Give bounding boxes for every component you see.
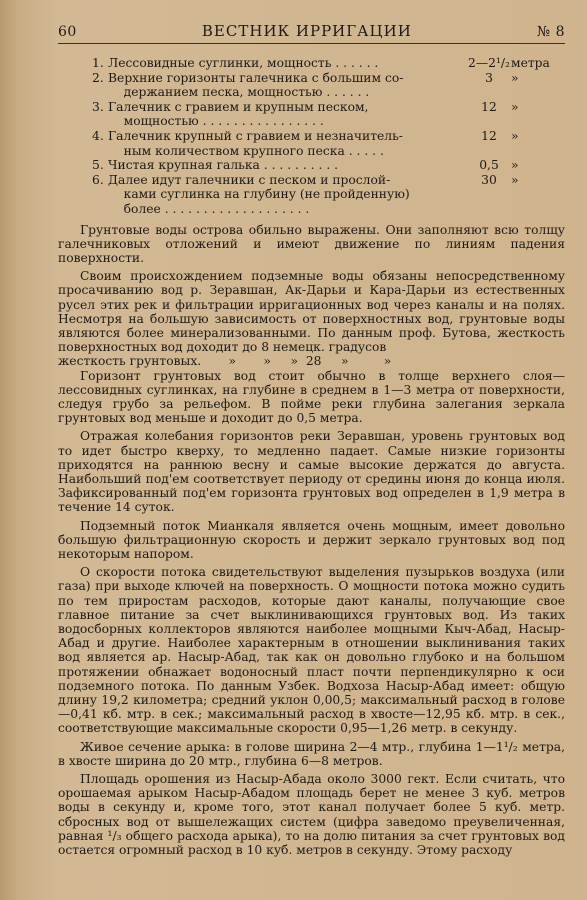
- paragraph-fluctuation: Отражая колебания горизонтов реки Зеравшан, уровень грунтовых вод то идет быстро кверху, то медленно падает. Самые низкие горизонты приходятся на раннюю весну и самые высокие держатся до августа. Наибольший под'ем соответствует периоду от средины июня до конца июля. Зафиксированный под'ем горизонта грунтовых вод определен в 1,9 метра в течение 14 суток.: [58, 429, 565, 515]
- paragraph-irrigation-area: Площадь орошения из Насыр-Абада около 3000 гект. Если считать, что орошаемая арыком Насыр-Абадом площадь берет не менее 3 куб. метров воды в секунду и, кроме того, этот канал получает более 5 куб. метр. сбросных вод от вышележащих систем (цифра заведомо преувеличенная, равная ¹/₃ общего расхода арыка), то на долю питания за счет грунтовых вод остается огромный расход в 10 куб. метров в секунду. Этому расходу: [58, 772, 565, 858]
- journal-title: ВЕСТНИК ИРРИГАЦИИ: [201, 22, 412, 40]
- paragraph-origin: Своим происхождением подземные воды обязаны непосредственному просачиванию вод р. Зеравшан, Ак-Дарьи и Кара-Дарьи из естественных русел этих рек и фильтрации ирригационных вод через каналы и на полях. Несмотря на большую зависимость от поверхностных вод, грунтовые воды являются более минерализованными. По данным проф. Бутова, жесткость поверхностных вод доходит до 8 немецк. градусов: [58, 269, 565, 355]
- list-item: 5. Чистая крупная галька . . . . . . . . . . 0,5 »: [92, 158, 519, 173]
- list-item: 6. Далее идут галечники с песком и прослой- ками суглинка на глубину (не пройденную) более . . . . . . . . . . . . . . . . . . . 30 »: [92, 172, 519, 216]
- list-item: 4. Галечник крупный с гравием и незначитель- ным количеством крупного песка . . . . . 12 »: [92, 128, 519, 158]
- page-number: 60: [58, 24, 77, 40]
- hardness-line: жесткость грунтовых. » » » 28 » »: [58, 354, 392, 369]
- list-item: 2. Верхние горизонты галечника с большим со- держанием песка, мощностью . . . . . . 3 »: [92, 70, 519, 100]
- paragraph-horizon: Горизонт грунтовых вод стоит обычно в толще верхнего слоя—лессовидных суглинках, на глубине в среднем в 1—3 метра от поверхности, следуя грубо за рельефом. В пойме реки глубина залегания зеркала грунтовых вод меньше и доходит до 0,5 метра.: [58, 368, 565, 426]
- paragraph-underground-flow: Подземный поток Мианкаля является очень мощным, имеет довольно большую фильтрационную скорость и держит зеркало грунтовых вод под некоторым напором.: [58, 518, 565, 561]
- page-header: [58, 22, 565, 44]
- list-item: 3. Галечник с гравием и крупным песком, мощностью . . . . . . . . . . . . . . . . 12 »: [92, 99, 519, 129]
- paragraph-groundwater: Грунтовые воды острова обильно выражены. Они заполняют всю толщу галечниковых отложений и имеют движение по линиям падения поверхности.: [58, 222, 565, 265]
- list-item: 1. Лессовидные суглинки, мощность . . . . . . 2—2¹/₂ метра: [92, 56, 550, 70]
- paragraph-flow-speed: О скорости потока свидетельствуют выделения пузырьков воздуха (или газа) при выходе ключей на поверхность. О мощности потока можно судить по тем приростам расходов, которые дают каналы, получающие свое главное питание за счет выклинивающихся грунтовых вод. Из таких водосборных коллекторов являются наиболее мощными Кыч-Абад, Насыр-Абад и другие. Наиболее характерным в отношении выклинивания таких вод является ар. Насыр-Абад, так как он довольно глубоко и на большом протяжении обнажает водоносный пласт почти перпендикулярно к оси подземного потока. По данным Узбек. Водхоза Насыр-Абад имеет: общую длину 19,2 километра; средний уклон 0,00,5; максимальный расход в голове—0,41 кб. мтр. в сек.; максимальный расход в хвосте—12,95 кб. мтр. в сек., соответствующие максимальные скорости 0,95—1,26 метр. в секунду.: [58, 565, 565, 736]
- soil-layers-list: [58, 56, 565, 217]
- paragraph-cross-section: Живое сечение арыка: в голове ширина 2—4 мтр., глубина 1—1¹/₂ метра, в хвосте ширина до 20 мтр., глубина 6—8 метров.: [58, 739, 565, 768]
- issue-number: № 8: [536, 24, 565, 40]
